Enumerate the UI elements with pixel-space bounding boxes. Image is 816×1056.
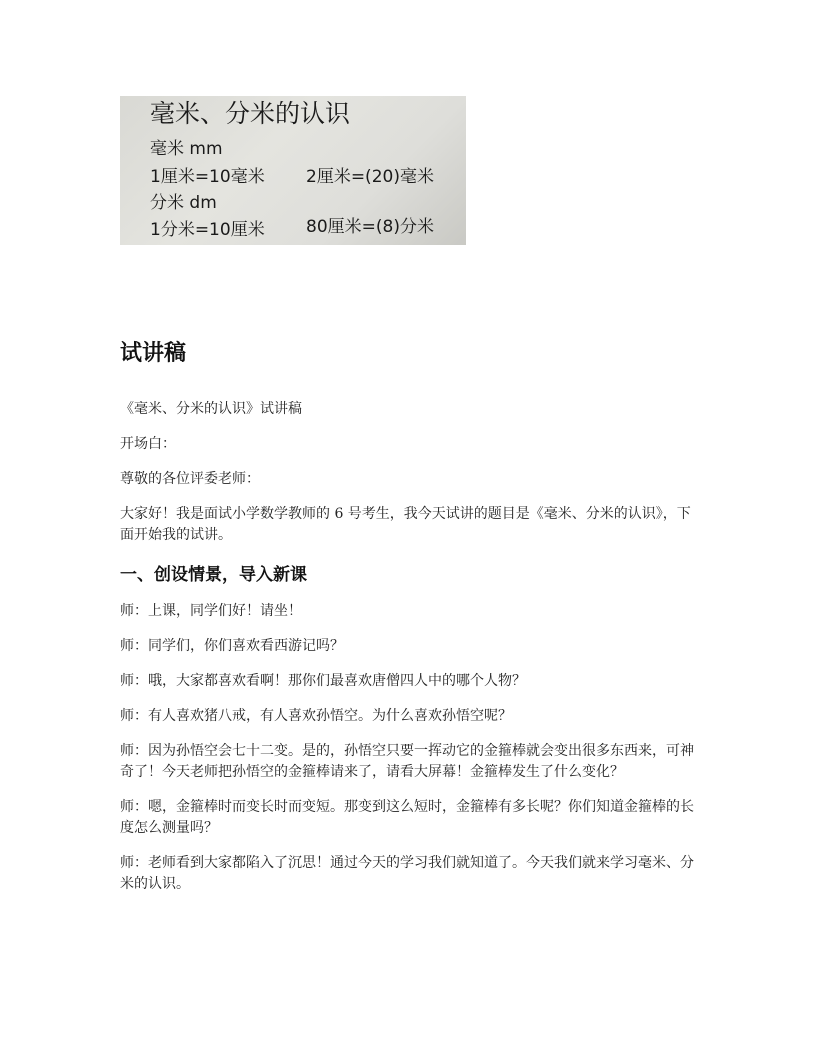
board-line-dm-cm: 1分米=10厘米 [150,220,265,240]
lesson-title-line: 《毫米、分米的认识》试讲稿 [120,400,302,417]
dialogue-line: 师：上课，同学们好！请坐！ [120,602,302,619]
board-line-cm-mm: 1厘米=10毫米 [150,167,265,187]
board-title: 毫米、分米的认识 [150,99,351,128]
handwritten-board-photo [120,96,466,245]
dialogue-line: 师：哦，大家都喜欢看啊！那你们最喜欢唐僧四人中的哪个人物？ [120,672,526,689]
doc-title: 试讲稿 [120,341,187,366]
salutation: 尊敬的各位评委老师： [120,470,260,487]
dialogue-line: 师：嗯，金箍棒时而变长时而变短。那变到这么短时，金箍棒有多长呢？你们知道金箍棒的长度怎么测量吗？ [120,798,694,836]
dialogue-line: 师：因为孙悟空会七十二变。是的，孙悟空只要一挥动它的金箍棒就会变出很多东西来，可神奇了！今天老师把孙悟空的金箍棒请来了，请看大屏幕！金箍棒发生了什么变化？ [120,742,694,780]
board-handwriting [120,96,466,245]
board-line-cm-mm-exercise: 2厘米=(20)毫米 [306,167,434,187]
dialogue-line: 师：老师看到大家都陷入了沉思！通过今天的学习我们就知道了。今天我们就来学习毫米、分米的认识。 [120,854,694,892]
opening-label: 开场白： [120,435,176,452]
document-body [120,340,700,909]
dialogue-line: 师：有人喜欢猪八戒，有人喜欢孙悟空。为什么喜欢孙悟空呢？ [120,707,512,724]
board-line-cm-dm-exercise: 80厘米=(8)分米 [306,217,434,237]
section-heading-1: 一、创设情景，导入新课 [120,564,307,585]
board-line-mm: 毫米 mm [150,139,223,159]
introduction-paragraph: 大家好！我是面试小学数学教师的 6 号考生，我今天试讲的题目是《毫米、分米的认识》，下面开始我的试讲。 [120,505,691,543]
board-line-dm: 分米 dm [150,193,217,213]
dialogue-line: 师：同学们，你们喜欢看西游记吗？ [120,637,344,654]
